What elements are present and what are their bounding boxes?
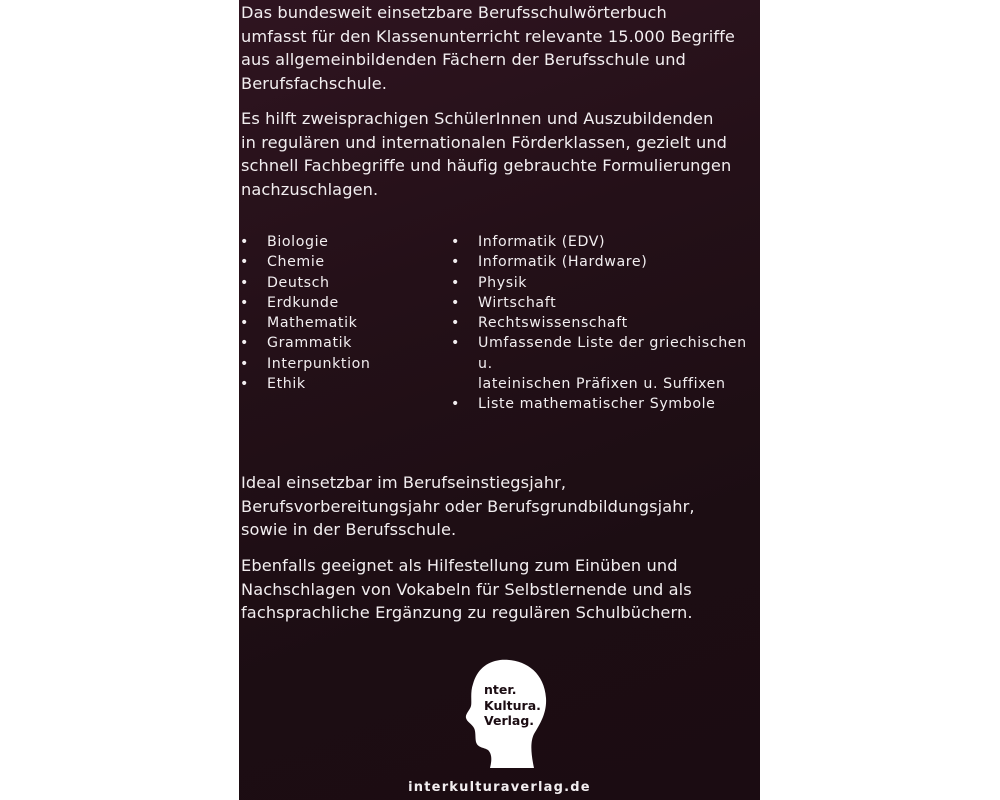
subject-label: Erdkunde: [267, 294, 339, 311]
subject-list-item: [451, 252, 760, 272]
subject-list-item: [240, 293, 440, 313]
subject-label: Physik: [478, 274, 528, 291]
subject-label: Rechtswissenschaft: [478, 315, 628, 332]
subject-list-item: [451, 313, 760, 333]
subject-list-item: [240, 313, 440, 333]
bullet-icon: •: [240, 254, 249, 271]
intro-paragraph: Das bundesweit einsetzbare Berufsschulwörterbuch umfasst für den Klassenunterricht relevante 15.000 Begriffe aus allgemeinbildenden Fächern der Berufsschule und Berufsfachschule.: [241, 3, 735, 93]
subject-label: Informatik (EDV): [478, 234, 606, 250]
subject-list-item: [240, 374, 440, 394]
bullet-icon: •: [451, 335, 460, 352]
subject-label: Grammatik: [267, 335, 352, 352]
bullet-icon: •: [240, 294, 249, 311]
subject-label: Informatik (Hardware): [478, 254, 648, 271]
bullet-icon: •: [451, 396, 460, 413]
self-study-paragraph: Ebenfalls geeignet als Hilfestellung zum Einüben und Nachschlagen von Vokabeln für Selbstlernende und als fachsprachliche Ergänzung zu regulären Schulbüchern.: [241, 556, 693, 622]
subject-list-right: [451, 232, 760, 415]
subject-list-item: [451, 394, 760, 414]
subject-label: Liste mathematischer Symbole: [478, 396, 716, 413]
subject-list-left: [240, 232, 440, 394]
purpose-paragraph: Es hilft zweisprachigen SchülerInnen und Auszubildenden in regulären und internationalen Förderklassen, gezielt und schnell Fachbegriffe und häufig gebrauchte Formulierungen nachzuschlagen.: [241, 109, 732, 199]
publisher-logo-text: nter. Kultura. Verlag.: [484, 682, 541, 728]
subject-list-item: [451, 232, 760, 252]
bullet-icon: •: [451, 234, 460, 250]
bullet-icon: •: [451, 294, 460, 311]
bullet-icon: •: [240, 335, 249, 352]
bullet-icon: •: [451, 274, 460, 291]
subject-label: Chemie: [267, 254, 325, 271]
bullet-icon: •: [240, 234, 249, 250]
subject-label: Umfassende Liste der griechischen u. lateinischen Präfixen u. Suffixen: [478, 335, 747, 393]
subject-list-item: [240, 232, 440, 252]
subject-label: Ethik: [267, 376, 306, 393]
back-cover: [239, 0, 760, 800]
subject-label: Interpunktion: [267, 355, 371, 372]
bullet-icon: •: [240, 355, 249, 372]
subject-list-item: [240, 273, 440, 293]
subject-label: Deutsch: [267, 274, 330, 291]
subject-list-item: [240, 252, 440, 272]
bullet-icon: •: [451, 254, 460, 271]
publisher-logo: [464, 658, 554, 770]
bullet-icon: •: [240, 376, 249, 393]
subject-list-item: [451, 333, 760, 394]
bullet-icon: •: [240, 274, 249, 291]
usage-paragraph: Ideal einsetzbar im Berufseinstiegsjahr, Berufsvorbereitungsjahr oder Berufsgrundbildungsjahr, sowie in der Berufsschule.: [241, 473, 695, 539]
subject-list-item: [240, 333, 440, 353]
subject-label: Mathematik: [267, 315, 358, 332]
subject-list-item: [451, 273, 760, 293]
subject-list-item: [240, 354, 440, 374]
bullet-icon: •: [240, 315, 249, 332]
subject-label: Wirtschaft: [478, 294, 557, 311]
subject-list-item: [451, 293, 760, 313]
subject-label: Biologie: [267, 234, 329, 250]
bullet-icon: •: [451, 315, 460, 332]
publisher-website: interkulturaverlag.de: [408, 780, 591, 795]
